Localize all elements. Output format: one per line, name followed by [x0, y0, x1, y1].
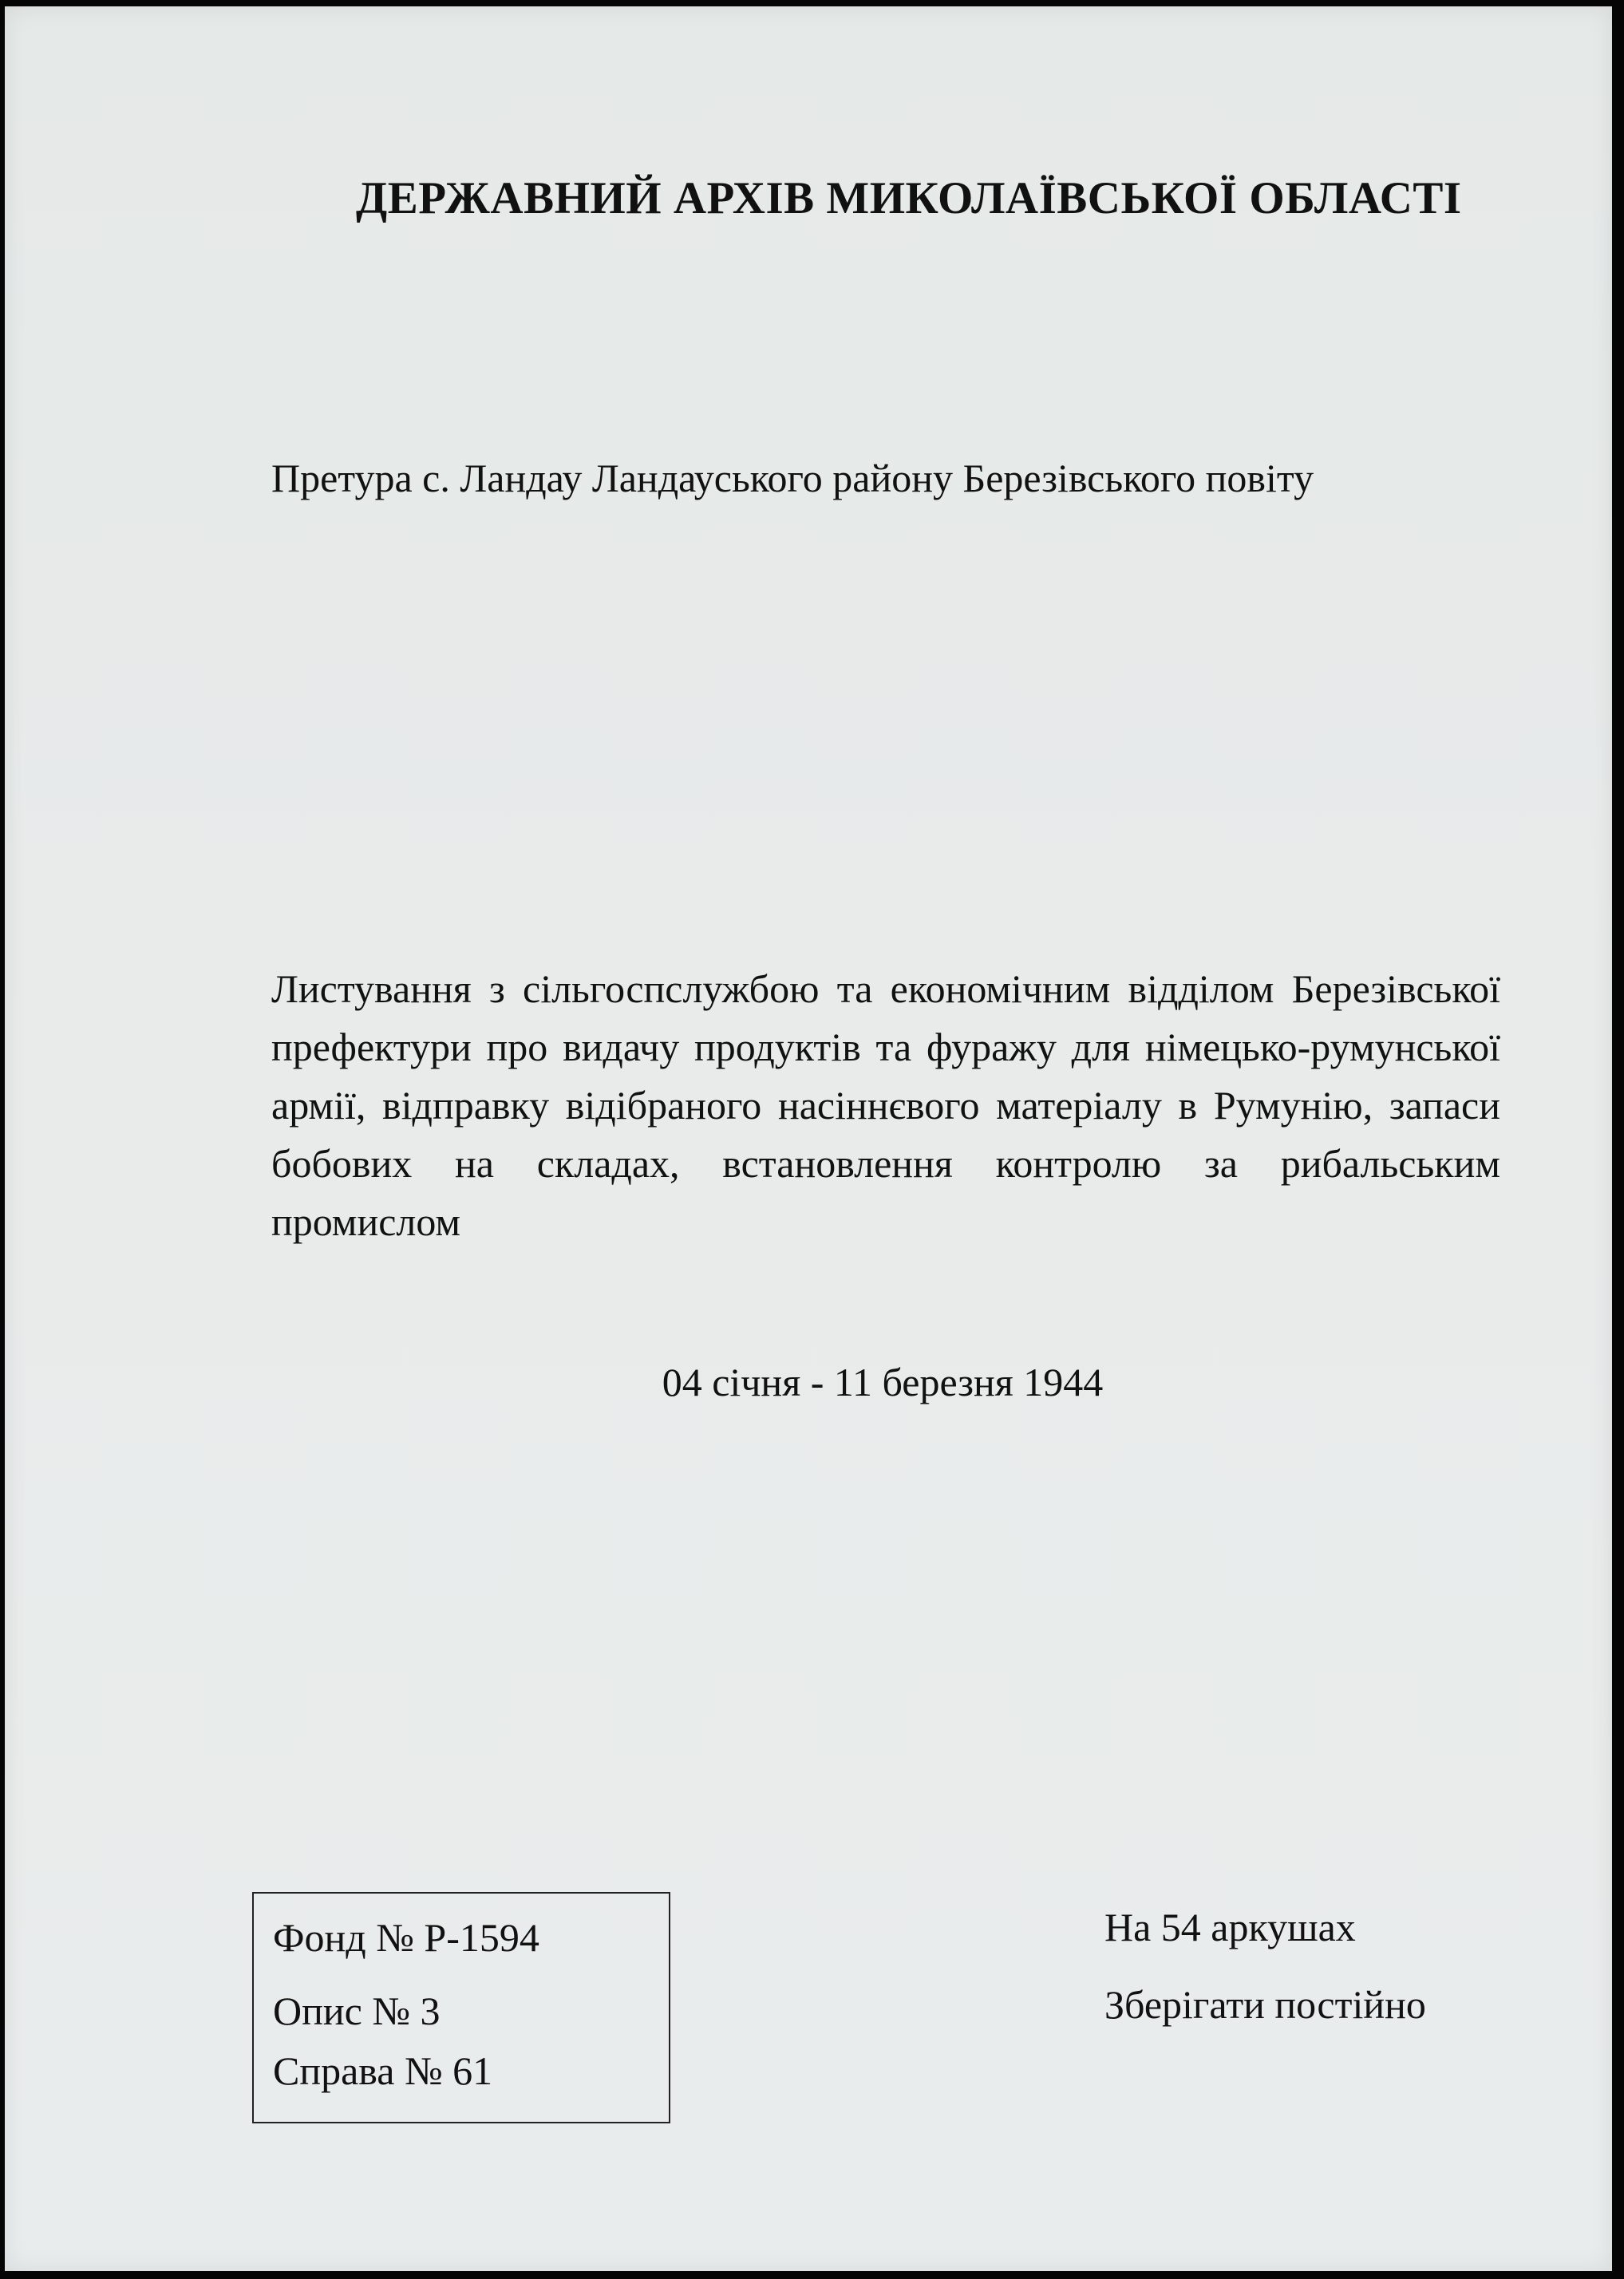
document-sheet	[5, 6, 1612, 2271]
storage-term: Зберігати постійно	[1104, 1982, 1426, 2027]
archive-reference-box	[252, 1892, 670, 2123]
sheet-count: На 54 аркушах	[1104, 1905, 1356, 1949]
fond-number: Фонд № Р-1594	[273, 1915, 539, 1960]
opys-number: Опис № 3	[273, 1989, 441, 2033]
sprava-number: Справа № 61	[273, 2048, 493, 2093]
archive-title: ДЕРЖАВНИЙ АРХІВ МИКОЛАЇВСЬКОЇ ОБЛАСТІ	[356, 173, 1462, 223]
case-description: Листування з сільгоспслужбою та економічним відділом Березівської префектури про видачу продуктів та фуражу для німецько-румунської армії, відправку відібраного насіннєвого матеріалу в Румунію, запаси бобових на складах, встановлення контролю за рибальським промислом	[271, 966, 1500, 1244]
case-dates: 04 січня - 11 березня 1944	[662, 1360, 1104, 1404]
institution-name: Претура с. Ландау Ландауського району Березівського повіту	[271, 456, 1314, 500]
